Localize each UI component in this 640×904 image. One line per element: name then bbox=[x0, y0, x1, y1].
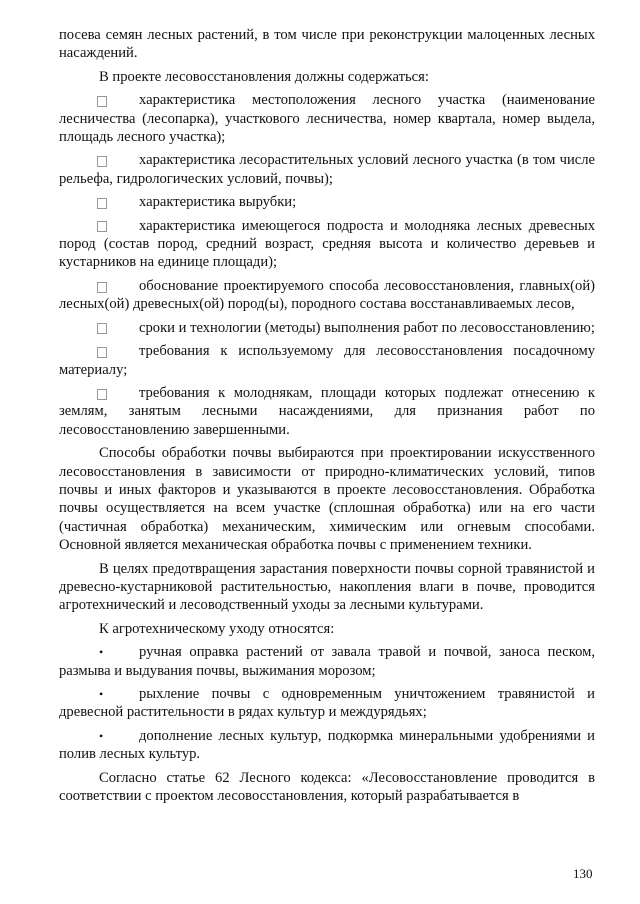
care-paragraph: В целях предотвращения зарастания поверхности почвы сорной травянистой и древесно-кустарниковой растительностью, накопления влаги в почве, проводится агротехнический и лесоводственный уходы за лесными культурами. bbox=[59, 560, 595, 614]
bullet-item-text: ручная оправка растений от завала травой и почвой, заноса песком, размыва и выдувания почвы, выжимания морозом; bbox=[59, 644, 595, 679]
page-number: 130 bbox=[573, 866, 593, 881]
agro-heading: К агротехническому уходу относятся: bbox=[99, 620, 335, 637]
checklist-item bbox=[59, 217, 595, 272]
checklist-item-text: характеристика вырубки; bbox=[139, 194, 297, 211]
checklist-item bbox=[59, 319, 595, 337]
soil-paragraph: Способы обработки почвы выбираются при проектировании искусственного лесовосстановления в зависимости от природно-климатических условий, типов почвы и иных факторов и указываются в проекте лесовосстановления. Обработка почвы осуществляется на всем участке (сплошная обработка) или на его части (частичная обработка) механическим, химическим или огневым способами. Основной является механическая обработка почвы с применением техники. bbox=[59, 445, 595, 554]
checklist-item-text: характеристика лесорастительных условий лесного участка (в том числе рельефа, гидрологических условий, почвы); bbox=[59, 152, 595, 187]
intro-paragraph: посева семян лесных растений, в том числе при реконструкции малоценных лесных насаждений. bbox=[59, 27, 595, 62]
checklist-item bbox=[59, 384, 595, 439]
closing-paragraph: Согласно статье 62 Лесного кодекса: «Лесовосстановление проводится в соответствии с проектом лесовосстановления, который разрабатывается в bbox=[59, 769, 595, 805]
checklist-item-text: характеристика имеющегося подроста и молодняка лесных древесных пород (состав пород, средний возраст, средняя высота и количество деревьев и кустарников на единице площади); bbox=[59, 217, 595, 271]
checkbox-icon bbox=[99, 277, 139, 295]
checkbox-icon bbox=[99, 91, 139, 109]
checklist-item bbox=[59, 91, 595, 146]
bullet-item-text: дополнение лесных культур, подкормка минеральными удобрениями и полив лесных культур. bbox=[59, 727, 595, 763]
checklist-item bbox=[59, 342, 595, 379]
checklist-item bbox=[59, 193, 595, 211]
checkbox-icon bbox=[99, 193, 139, 211]
bullet-item bbox=[59, 643, 595, 680]
checklist-item-text: обоснование проектируемого способа лесовосстановления, главных(ой) лесных(ой) древесных(ой) пород(ы), породного состава восстанавливаемых лесов, bbox=[59, 277, 595, 313]
bullet-icon: • bbox=[99, 687, 104, 701]
checklist-item-text: сроки и технологии (методы) выполнения работ по лесовосстановлению; bbox=[139, 319, 595, 336]
bullet-item bbox=[59, 727, 595, 764]
checkbox-icon bbox=[99, 319, 139, 337]
checklist-item bbox=[59, 277, 595, 314]
checkbox-icon bbox=[99, 342, 139, 360]
bullet-item bbox=[59, 685, 595, 722]
checklist-item bbox=[59, 151, 595, 188]
checklist-item-text: требования к молоднякам, площади которых подлежат отнесению к землям, занятым лесными насаждениями, для признания работ по лесовосстановлению завершенными. bbox=[59, 384, 595, 438]
checkbox-icon bbox=[99, 151, 139, 169]
checkbox-icon bbox=[99, 384, 139, 402]
bullet-item-text: рыхление почвы с одновременным уничтожением травянистой и древесной растительности в рядах культур и междурядьях; bbox=[59, 686, 595, 721]
bullet-icon: • bbox=[99, 728, 104, 743]
checkbox-icon bbox=[99, 217, 139, 235]
document-body bbox=[59, 26, 595, 810]
bullet-list bbox=[59, 643, 595, 763]
project-heading: В проекте лесовосстановления должны содержаться: bbox=[99, 68, 429, 85]
bullet-icon: • bbox=[99, 645, 104, 660]
checklist-item-text: характеристика местоположения лесного участка (наименование лесничества (лесопарка), участкового лесничества, номер квартала, номер выдела, площадь лесного участка); bbox=[59, 92, 595, 146]
checklist bbox=[59, 91, 595, 439]
checklist-item-text: требования к используемому для лесовосстановления посадочному материалу; bbox=[59, 343, 595, 378]
